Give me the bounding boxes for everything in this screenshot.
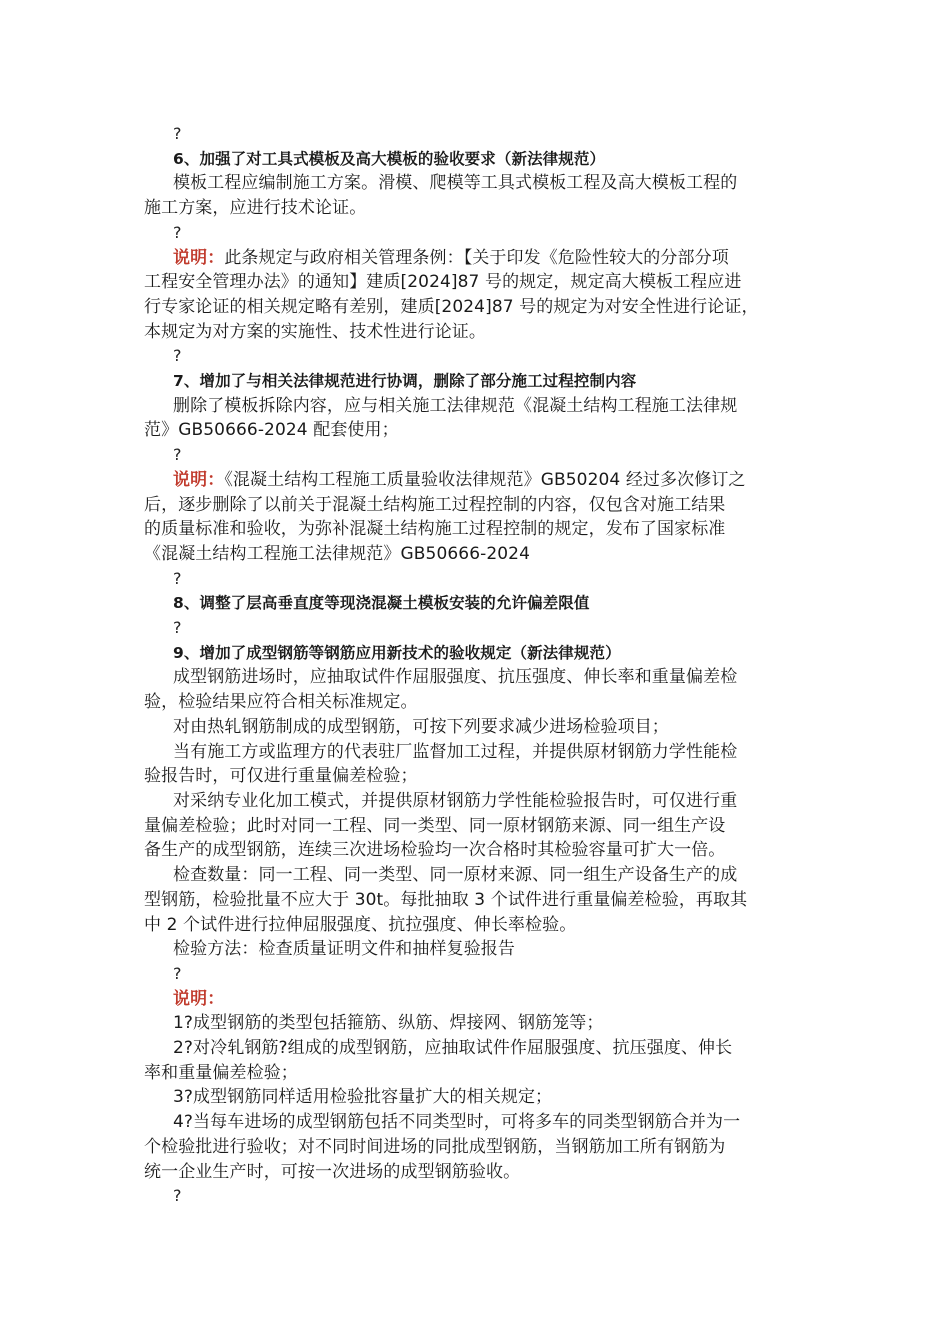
placeholder-mark: ? bbox=[173, 222, 182, 242]
paragraph-line: 行专家论证的相关规定略有差别，建质[2024]87 号的规定为对安全性进行论证， bbox=[144, 296, 759, 317]
paragraph-line: 量偏差检验；此时对同一工程、同一类型、同一原材钢筋来源、同一组生产设 bbox=[144, 815, 726, 836]
paragraph-line: 个检验批进行验收；对不同时间进场的同批成型钢筋，当钢筋加工所有钢筋为 bbox=[144, 1136, 726, 1157]
paragraph-line: 当有施工方或监理方的代表驻厂监督加工过程，并提供原材钢筋力学性能检 bbox=[173, 741, 738, 762]
placeholder-mark: ? bbox=[173, 124, 182, 143]
paragraph-line: 率和重量偏差检验； bbox=[144, 1062, 298, 1083]
document-page bbox=[144, 122, 804, 1209]
note-label: 说明： bbox=[173, 469, 225, 490]
paragraph-line: 检验方法：检查质量证明文件和抽样复验报告 bbox=[173, 939, 515, 960]
note-label: 说明： bbox=[173, 988, 225, 1009]
note-line bbox=[144, 468, 804, 493]
note-label: 说明： bbox=[173, 247, 225, 268]
section-heading-8: 8、调整了层高垂直度等现浇混凝土模板安装的允许偏差限值 bbox=[173, 594, 590, 613]
paragraph-line: 后，逐步删除了以前关于混凝土结构施工过程控制的内容，仅包含对施工结果 bbox=[144, 494, 726, 515]
section-heading-6: 6、加强了对工具式模板及高大模板的验收要求（新法律规范） bbox=[173, 149, 606, 168]
placeholder-mark: ? bbox=[173, 963, 182, 983]
paragraph-line: 范》GB50666-2024 配套使用； bbox=[144, 420, 399, 441]
paragraph-line: 模板工程应编制施工方案。滑模、爬模等工具式模板工程及高大模板工程的 bbox=[173, 173, 738, 194]
list-item: 1?成型钢筋的类型包括箍筋、纵筋、焊接网、钢筋笼等； bbox=[173, 1013, 604, 1034]
paragraph-line: 对由热轧钢筋制成的成型钢筋，可按下列要求减少进场检验项目； bbox=[173, 716, 669, 737]
paragraph-line: 本规定为对方案的实施性、技术性进行论证。 bbox=[144, 321, 486, 342]
paragraph-line: 统一企业生产时，可按一次进场的成型钢筋验收。 bbox=[144, 1161, 521, 1182]
placeholder-mark: ? bbox=[173, 618, 182, 638]
list-item: 2?对冷轧钢筋?组成的成型钢筋，应抽取试件作屈服强度、抗压强度、伸长 bbox=[173, 1038, 733, 1059]
paragraph-line: 备生产的成型钢筋，连续三次进场检验均一次合格时其检验容量可扩大一倍。 bbox=[144, 840, 726, 861]
placeholder-mark: ? bbox=[173, 445, 182, 465]
paragraph-line: 检查数量：同一工程、同一类型、同一原材来源、同一组生产设备生产的成 bbox=[173, 865, 738, 886]
paragraph-line: 《混凝土结构工程施工法律规范》GB50666-2024 bbox=[144, 543, 531, 564]
note-line bbox=[144, 987, 804, 1012]
note-text: 《混凝土结构工程施工质量验收法律规范》GB50204 经过多次修订之 bbox=[224, 469, 746, 490]
placeholder-mark: ? bbox=[173, 346, 182, 366]
paragraph-line: 验报告时，可仅进行重量偏差检验； bbox=[144, 766, 418, 787]
list-item: 4?当每车进场的成型钢筋包括不同类型时，可将多车的同类型钢筋合并为一 bbox=[173, 1112, 741, 1133]
paragraph-line: 的质量标准和验收，为弥补混凝土结构施工过程控制的规定，发布了国家标准 bbox=[144, 519, 726, 540]
paragraph-line: 中 2 个试件进行拉伸屈服强度、抗拉强度、伸长率检验。 bbox=[144, 914, 577, 935]
placeholder-mark: ? bbox=[173, 1186, 182, 1206]
placeholder-mark: ? bbox=[173, 568, 182, 588]
note-line bbox=[144, 246, 804, 271]
paragraph-line: 验，检验结果应符合相关标准规定。 bbox=[144, 692, 418, 713]
paragraph-line: 成型钢筋进场时，应抽取试件作屈服强度、抗压强度、伸长率和重量偏差检 bbox=[173, 667, 738, 688]
section-heading-7: 7、增加了与相关法律规范进行协调，删除了部分施工过程控制内容 bbox=[173, 372, 637, 391]
paragraph-line: 施工方案，应进行技术论证。 bbox=[144, 198, 367, 219]
paragraph-line: 工程安全管理办法》的通知】建质[2024]87 号的规定，规定高大模板工程应进 bbox=[144, 272, 742, 293]
paragraph-line: 对采纳专业化加工模式，并提供原材钢筋力学性能检验报告时，可仅进行重 bbox=[173, 790, 738, 811]
section-heading-9: 9、增加了成型钢筋等钢筋应用新技术的验收规定（新法律规范） bbox=[173, 643, 621, 662]
note-text: 此条规定与政府相关管理条例：【关于印发《危险性较大的分部分项 bbox=[224, 247, 729, 268]
paragraph-line: 删除了模板拆除内容，应与相关施工法律规范《混凝土结构工程施工法律规 bbox=[173, 395, 738, 416]
paragraph-line: 型钢筋，检验批量不应大于 30t。每批抽取 3 个试件进行重量偏差检验，再取其 bbox=[144, 889, 748, 910]
list-item: 3?成型钢筋同样适用检验批容量扩大的相关规定； bbox=[173, 1087, 553, 1108]
